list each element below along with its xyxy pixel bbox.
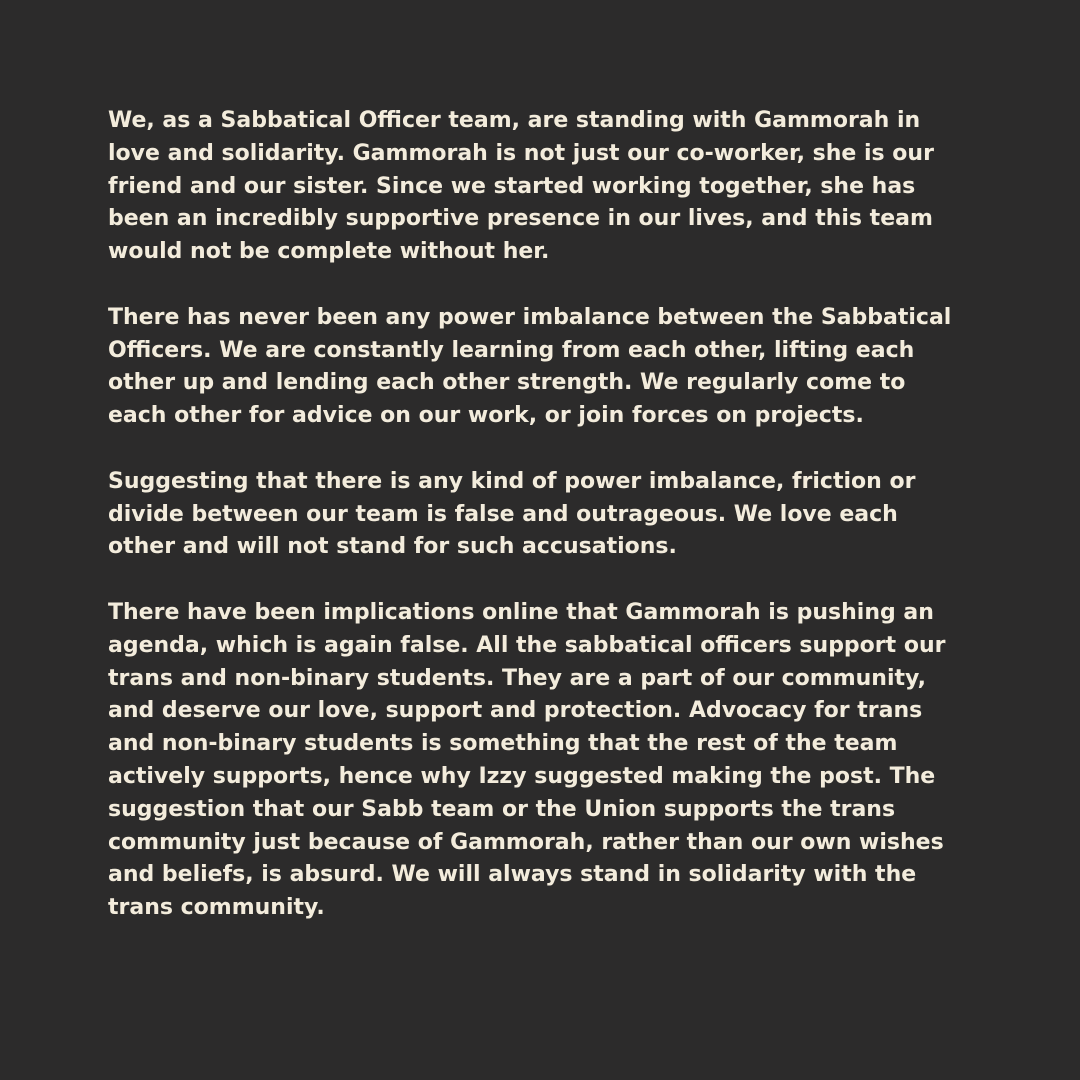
text-line: There has never been any power imbalance between the Sabbatical — [108, 304, 952, 330]
text-line: been an incredibly supportive presence in our lives, and this team — [108, 206, 933, 232]
text-line: and deserve our love, support and protection. Advocacy for trans — [108, 698, 923, 724]
text-line: would not be complete without her. — [108, 239, 550, 265]
text-line: suggestion that our Sabb team or the Union supports the trans — [108, 796, 896, 822]
paragraph-accusations — [108, 466, 978, 564]
text-line: other and will not stand for such accusations. — [108, 534, 677, 560]
text-line: trans and non-binary students. They are a part of our community, — [108, 665, 926, 691]
text-line: trans community. — [108, 895, 325, 921]
text-line: and beliefs, is absurd. We will always stand in solidarity with the — [108, 862, 917, 888]
text-line: divide between our team is false and outrageous. We love each — [108, 501, 898, 527]
text-line: and non-binary students is something that the rest of the team — [108, 731, 898, 757]
text-line: actively supports, hence why Izzy suggested making the post. The — [108, 763, 936, 789]
text-line: Suggesting that there is any kind of power imbalance, friction or — [108, 468, 916, 494]
statement-text-block — [108, 105, 978, 925]
text-line: We, as a Sabbatical Officer team, are standing with Gammorah in — [108, 108, 921, 133]
text-line: love and solidarity. Gammorah is not just our co-worker, she is our — [108, 140, 934, 166]
paragraph-power-balance — [108, 302, 978, 433]
text-line: community just because of Gammorah, rather than our own wishes — [108, 829, 944, 855]
text-line: agenda, which is again false. All the sabbatical officers support our — [108, 632, 946, 658]
text-line: friend and our sister. Since we started working together, she has — [108, 173, 916, 199]
paragraph-trans-support — [108, 597, 978, 925]
text-line: other up and lending each other strength. We regularly come to — [108, 370, 906, 396]
text-line: each other for advice on our work, or join forces on projects. — [108, 403, 864, 429]
text-line: There have been implications online that Gammorah is pushing an — [108, 599, 934, 625]
text-line: Officers. We are constantly learning from each other, lifting each — [108, 337, 915, 363]
paragraph-solidarity — [108, 105, 978, 269]
